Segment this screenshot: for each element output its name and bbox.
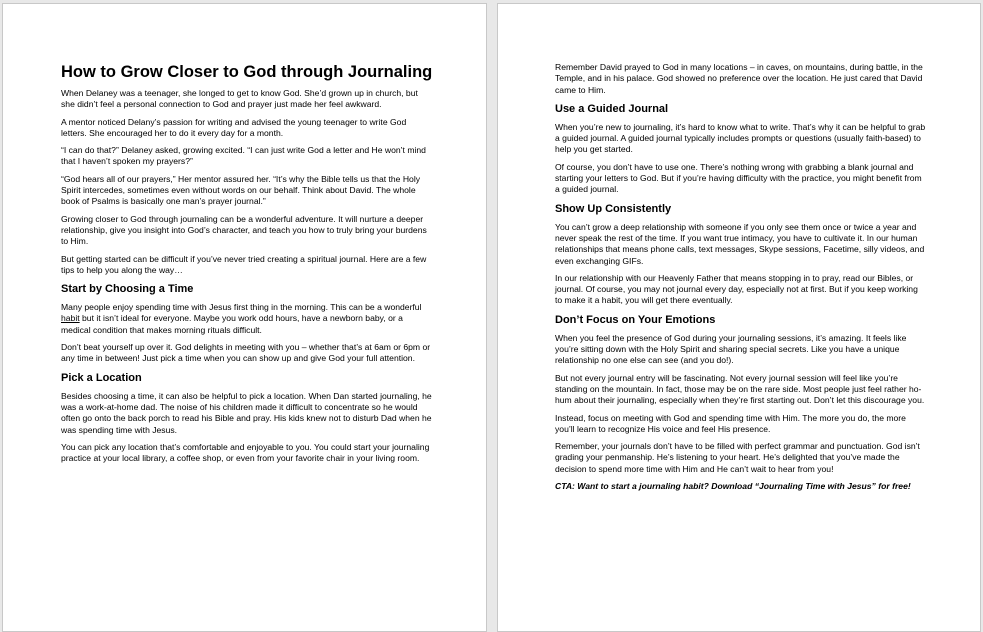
section-heading: Start by Choosing a Time: [61, 283, 194, 296]
body-paragraph: Growing closer to God through journaling can be a wonderful adventure. It will nurture a deeper relationship, give you insight into God’s character, and teach you how to truly bring your burdens to Him.: [61, 213, 427, 247]
text-run: Many people enjoy spending time with Jesus first thing in the morning. This can be a wonderful: [61, 302, 422, 313]
cta-paragraph: CTA: Want to start a journaling habit? Download “Journaling Time with Jesus” for free!: [555, 481, 911, 492]
underlined-word: habit: [61, 313, 80, 324]
body-paragraph: You can’t grow a deep relationship with someone if you only see them once or twice a year and never speak the rest of the time. If you want true intimacy, you have to cultivate it. In our human relationships that means phone calls, text messages, Skype sessions, Facetime, silly videos, and even exchanging GIFs.: [555, 221, 925, 266]
section-heading: Use a Guided Journal: [555, 102, 669, 115]
document-page-right: [497, 3, 981, 632]
body-paragraph: You can pick any location that’s comfortable and enjoyable to you. You could start your journaling practice at your local library, a coffee shop, or even from your favorite chair in your living room.: [61, 441, 430, 464]
body-paragraph: Of course, you don’t have to use one. There’s nothing wrong with grabbing a blank journal and starting your letters to God. But if you’re having difficulty with the practice, you might benefit from a guided journal.: [555, 161, 922, 195]
body-paragraph: “I can do that?” Delaney asked, growing excited. “I can just write God a letter and He won’t mind that I haven’t spoken my prayers?”: [61, 145, 426, 167]
body-paragraph: A mentor noticed Delany’s passion for writing and advised the young teenager to write God letters. She encouraged her to do it every day for a month.: [61, 116, 407, 138]
page-content: [555, 62, 927, 498]
body-paragraph: Remember David prayed to God in many locations – in caves, on mountains, during battle, in the Temple, and in his palace. God showed no preference over the location. He just cared that David came to Him.: [555, 62, 923, 95]
body-paragraph: Besides choosing a time, it can also be helpful to pick a location. When Dan started journaling, he was a work-at-home dad. The noise of his children made it difficult to concentrate so he would often go onto the back porch to read his Bible and pray. His kids knew not to disturb Dad when he was spending time with Jesus.: [61, 390, 432, 435]
body-paragraph: When Delaney was a teenager, she longed to get to know God. She’d grown up in church, but she didn’t feel a personal connection to God and prayer just made her feel awkward.: [61, 88, 418, 110]
body-paragraph: Instead, focus on meeting with God and spending time with Him. The more you do, the more you’ll learn to recognize His voice and feel His presence.: [555, 412, 906, 434]
body-paragraph: “God hears all of our prayers,” Her mentor assured her. “It’s why the Bible tells us that the Holy Spirit intercedes, sometimes even without words on our behalf. Think about David. The whole book of Psalms is basically one man’s prayer journal.”: [61, 173, 421, 207]
body-paragraph: When you’re new to journaling, it’s hard to know what to write. That’s why it can be helpful to grab a guided journal. A guided journal typically includes prompts or questions (usually faith-based) to help you get started.: [555, 121, 926, 155]
body-paragraph: In our relationship with our Heavenly Father that means stopping in to pray, read our Bibles, or journal. Of course, you may not journal every day, especially not at first. But if you keep working to make it a habit, you will get there eventually.: [555, 272, 918, 306]
document-title: How to Grow Closer to God through Journaling: [61, 63, 433, 81]
body-paragraph: Don’t beat yourself up over it. God delights in meeting with you – whether that’s at 6am or 6pm or any time in between! Just pick a time when you can show up and give God your full attention.: [61, 342, 431, 364]
page-content: [61, 62, 433, 470]
section-heading: Pick a Location: [61, 371, 142, 384]
section-heading: Don’t Focus on Your Emotions: [555, 313, 716, 326]
body-paragraph: Remember, your journals don’t have to be filled with perfect grammar and punctuation. God isn’t grading your penmanship. He’s listening to your heart. He’s delighted that you’ve made the decision to spend more time with Him and He can’t wait to hear from you!: [555, 441, 920, 474]
body-paragraph: When you feel the presence of God during your journaling sessions, it’s amazing. It feels like you’re sitting down with the Holy Spirit and sharing special secrets. Like you have a unique relationship no one else can see (and you do!).: [555, 332, 907, 366]
body-paragraph: But not every journal entry will be fascinating. Not every journal session will feel like you’re standing on the mountain. In fact, those may be on the rare side. Most people just feel rather ho-hum about their journaling, especially when they’re first starting out. Don’t let this discourage you.: [555, 372, 925, 406]
body-paragraph: [61, 302, 433, 336]
body-paragraph: But getting started can be difficult if you’ve never tried creating a spiritual journal. Here are a few tips to help you along the way…: [61, 253, 427, 275]
text-run: but it isn’t ideal for everyone. Maybe you work odd hours, have a newborn baby, or a medical condition that makes morning rituals difficult.: [61, 313, 403, 335]
document-page-left: [2, 3, 487, 632]
section-heading: Show Up Consistently: [555, 202, 672, 215]
